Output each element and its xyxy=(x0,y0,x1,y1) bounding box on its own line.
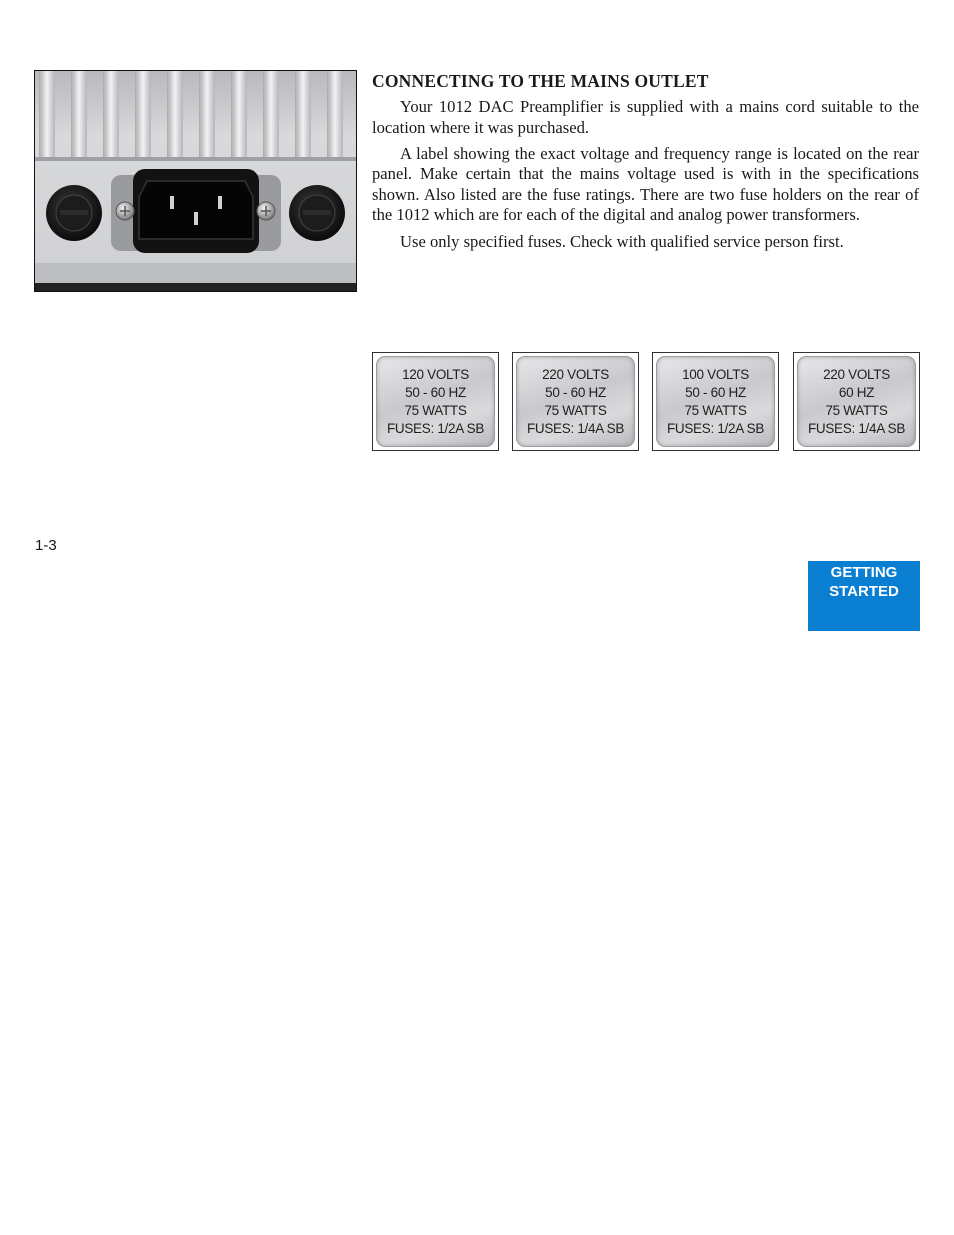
label-line: 220 VOLTS xyxy=(823,366,890,382)
label-line: FUSES: 1/4A SB xyxy=(526,420,625,436)
label-line: FUSES: 1/2A SB xyxy=(666,420,765,436)
label-line: 50 - 60 HZ xyxy=(545,384,606,400)
section-body xyxy=(372,97,919,258)
label-line: FUSES: 1/4A SB xyxy=(807,420,906,436)
iec-power-inlet-icon xyxy=(111,169,281,253)
fuse-holder-left-icon xyxy=(46,185,102,241)
label-line: 75 WATTS xyxy=(684,402,747,418)
voltage-label-120v xyxy=(372,352,499,451)
paragraph-3: Use only specified fuses. Check with qualified service person first. xyxy=(400,231,844,251)
label-line: 75 WATTS xyxy=(404,402,467,418)
mains-inlet-illustration xyxy=(35,71,356,291)
label-line: 220 VOLTS xyxy=(542,366,609,382)
label-line: FUSES: 1/2A SB xyxy=(386,420,485,436)
section-tab-getting-started[interactable] xyxy=(808,561,920,631)
label-line: 100 VOLTS xyxy=(682,366,749,382)
label-line: 120 VOLTS xyxy=(402,366,469,382)
label-line: 50 - 60 HZ xyxy=(685,384,746,400)
voltage-label-220v-60hz xyxy=(793,352,920,451)
voltage-label-220v-50-60hz xyxy=(512,352,639,451)
voltage-label-gallery xyxy=(372,352,920,452)
section-heading: CONNECTING TO THE MAINS OUTLET xyxy=(372,71,709,91)
tab-label-line-2: STARTED xyxy=(829,583,899,600)
label-line: 50 - 60 HZ xyxy=(405,384,466,400)
fuse-holder-right-icon xyxy=(289,185,345,241)
paragraph-1: Your 1012 DAC Preamplifier is supplied with a mains cord suitable to the location where it was purchased. xyxy=(372,97,919,137)
rear-panel-photo xyxy=(34,70,357,292)
label-line: 75 WATTS xyxy=(825,402,888,418)
voltage-label-100v xyxy=(652,352,779,451)
label-line: 75 WATTS xyxy=(544,402,607,418)
tab-label-line-1: GETTING xyxy=(830,564,898,581)
label-line: 60 HZ xyxy=(838,384,875,400)
page-number: 1-3 xyxy=(35,537,57,554)
paragraph-2: A label showing the exact voltage and frequency range is located on the rear panel. Make certain that the mains voltage used is with in the specifications shown. Also listed are the fuse ratings. There are two fuse holders on the rear of the 1012 which are for each of the digital and analog power transformers. xyxy=(372,143,919,225)
